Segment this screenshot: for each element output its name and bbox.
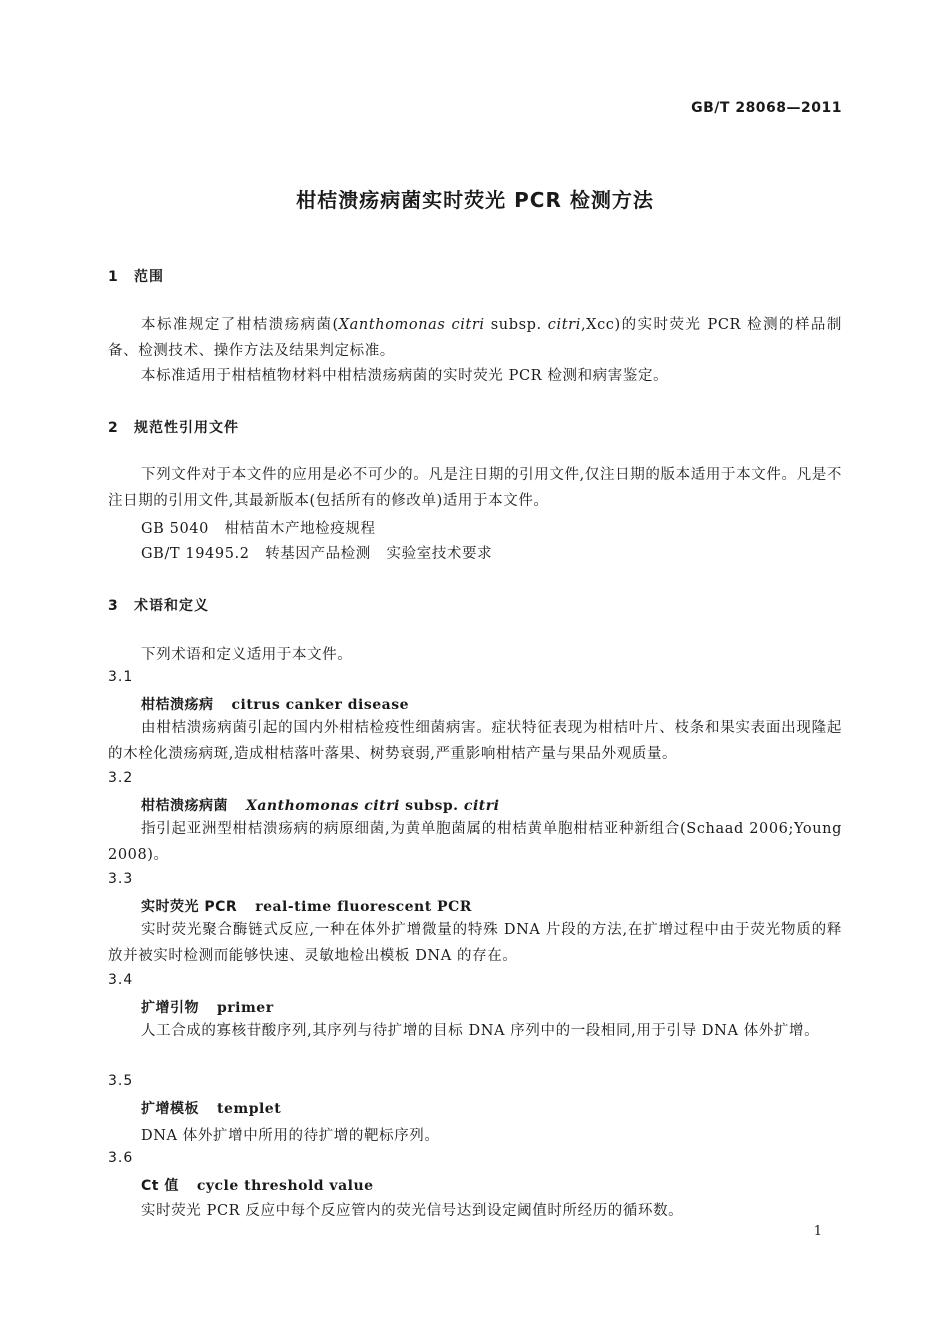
section-title: 规范性引用文件: [134, 420, 239, 436]
term-definition: DNA 体外扩增中所用的待扩增的靶标序列。: [141, 1128, 440, 1144]
term-heading: 实时荧光 PCR real-time fluorescent PCR: [141, 899, 472, 915]
term-definition: 指引起亚洲型柑桔溃疡病的病原细菌,为黄单胞菌属的柑桔黄单胞柑桔亚种新组合(Schaad 2006;Young 2008)。: [108, 821, 842, 863]
term-heading: 柑桔溃疡病菌 Xanthomonas citri subsp. citri: [141, 798, 500, 814]
term-heading: 柑桔溃疡病 citrus canker disease: [141, 697, 410, 713]
term-number: 3.5: [108, 1073, 134, 1089]
term-number: 3.1: [108, 669, 134, 685]
page-number: 1: [813, 1224, 822, 1239]
term-heading: 扩增模板 templet: [141, 1101, 282, 1117]
term-number: 3.2: [108, 770, 134, 786]
section-title: 范围: [134, 269, 164, 285]
section-title: 术语和定义: [134, 598, 209, 614]
species-name: Xanthomonas citri: [338, 317, 485, 333]
section-2-heading: [108, 417, 239, 437]
section-3-heading: [108, 595, 209, 615]
section-3-paragraph-1: 下列术语和定义适用于本文件。: [141, 647, 353, 663]
term-number: 3.6: [108, 1150, 134, 1166]
section-1-heading: [108, 266, 164, 286]
term-definition: 实时荧光聚合酶链式反应,一种在体外扩增微量的特殊 DNA 片段的方法,在扩增过程中由于荧光物质的释放并被实时检测而能够快速、灵敏地检出模板 DNA 的存在。: [108, 922, 842, 964]
term-number: 3.3: [108, 871, 134, 887]
section-number: 3: [108, 598, 119, 614]
term-definition: 由柑桔溃疡病菌引起的国内外柑桔检疫性细菌病害。症状特征表现为柑桔叶片、枝条和果实表面出现隆起的木栓化溃疡病斑,造成柑桔落叶落果、树势衰弱,严重影响柑桔产量与果品外观质量。: [108, 720, 842, 762]
standard-code: GB/T 28068—2011: [691, 100, 842, 116]
section-number: 2: [108, 420, 119, 436]
subspecies-name: citri: [547, 317, 581, 333]
term-heading: 扩增引物 primer: [141, 1000, 274, 1016]
term-number: 3.4: [108, 972, 134, 988]
reference-item: GB 5040 柑桔苗木产地检疫规程: [141, 521, 376, 537]
document-title: 柑桔溃疡病菌实时荧光 PCR 检测方法: [296, 188, 654, 212]
section-2-paragraph-1: 下列文件对于本文件的应用是必不可少的。凡是注日期的引用文件,仅注日期的版本适用于本文件。凡是不注日期的引用文件,其最新版本(包括所有的修改单)适用于本文件。: [108, 467, 842, 509]
section-1-paragraph-1: 本标准规定了柑桔溃疡病菌(Xanthomonas citri subsp. citri,Xcc)的实时荧光 PCR 检测的样品制备、检测技术、操作方法及结果判定标准。: [108, 317, 842, 359]
reference-item: GB/T 19495.2 转基因产品检测 实验室技术要求: [141, 546, 493, 562]
term-definition: 人工合成的寡核苷酸序列,其序列与待扩增的目标 DNA 序列中的一段相同,用于引导 DNA 体外扩增。: [141, 1023, 820, 1039]
section-number: 1: [108, 269, 119, 285]
term-heading: Ct 值 cycle threshold value: [141, 1178, 374, 1194]
section-1-paragraph-2: 本标准适用于柑桔植物材料中柑桔溃疡病菌的实时荧光 PCR 检测和病害鉴定。: [141, 368, 669, 384]
term-definition: 实时荧光 PCR 反应中每个反应管内的荧光信号达到设定阈值时所经历的循环数。: [141, 1203, 684, 1219]
